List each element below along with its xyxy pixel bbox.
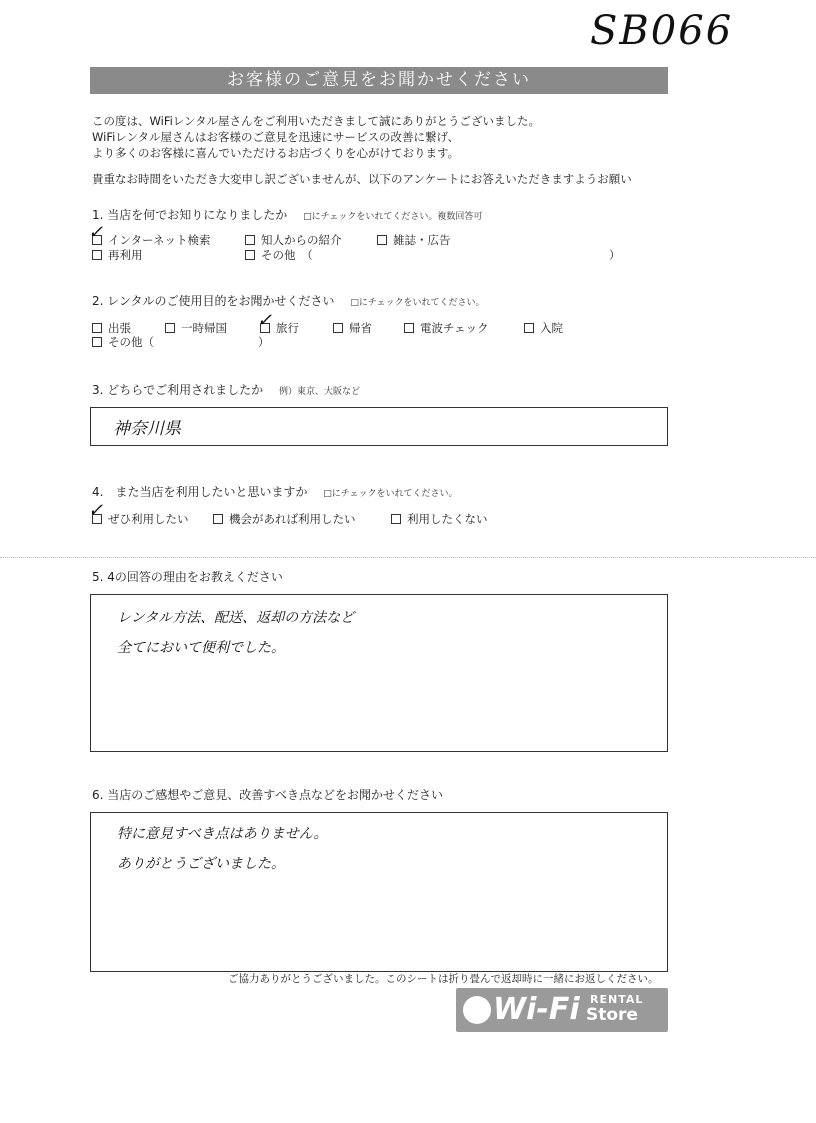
q1-option-friend[interactable] xyxy=(245,232,342,248)
q6-answer-line-1: 特に意見すべき点はありません。 xyxy=(117,826,328,842)
page-title: お客様のご意見をお聞かせください xyxy=(90,67,668,94)
logo-rental-text: RENTAL xyxy=(590,993,644,1006)
question-6 xyxy=(92,786,443,803)
checkbox-icon xyxy=(92,323,102,333)
question-4 xyxy=(92,483,458,500)
question-2-note: □にチェックをいれてください。 xyxy=(350,298,485,308)
question-3 xyxy=(92,381,360,398)
question-3-label: 3. どちらでご利用されましたか xyxy=(92,383,264,397)
question-2-label: 2. レンタルのご使用目的をお聞かせください xyxy=(92,294,335,308)
q5-answer-box[interactable] xyxy=(90,594,668,752)
question-4-label: 4. また当店を利用したいと思いますか xyxy=(92,485,308,499)
q2-option-other[interactable] xyxy=(92,334,154,350)
q6-answer-box[interactable] xyxy=(90,812,668,972)
checkbox-icon xyxy=(245,235,255,245)
checkbox-icon xyxy=(213,514,223,524)
q6-answer-line-2: ありがとうございました。 xyxy=(117,856,285,872)
question-4-note: □にチェックをいれてください。 xyxy=(323,489,458,499)
option-label: 知人からの紹介 xyxy=(261,233,342,247)
q2-option-homecoming[interactable] xyxy=(333,320,372,336)
option-label: 旅行 xyxy=(276,321,299,335)
footer-note: ご協力ありがとうございました。このシートは折り畳んで返却時に一緒にお返しください。 xyxy=(228,973,659,985)
question-6-label: 6. 当店のご感想やご意見、改善すべき点などをお聞かせください xyxy=(92,788,444,802)
intro-line-3: より多くのお客様に喜んでいただけるお店づくりを心がけております。 xyxy=(92,146,460,160)
checkbox-icon xyxy=(404,323,414,333)
intro-line-1: この度は、WiFiレンタル屋さんをご利用いただきまして誠にありがとうございました。 xyxy=(92,114,541,128)
checkbox-icon xyxy=(524,323,534,333)
option-label: 入院 xyxy=(540,321,563,335)
q5-answer-line-1: レンタル方法、配送、返却の方法など xyxy=(117,610,355,626)
q3-answer-box[interactable] xyxy=(90,407,668,446)
option-label: 出張 xyxy=(108,321,131,335)
checkbox-icon xyxy=(377,235,387,245)
fold-line xyxy=(0,557,816,558)
option-label: 一時帰国 xyxy=(181,321,227,335)
check-mark-icon: ✓ xyxy=(257,310,273,331)
check-mark-icon: ✓ xyxy=(88,222,104,243)
logo-wifi-text: Wi-Fi xyxy=(493,992,580,1027)
q4-option-no[interactable] xyxy=(391,511,488,527)
checkbox-icon xyxy=(391,514,401,524)
option-label: 再利用 xyxy=(108,248,143,262)
q2-option-return-home[interactable] xyxy=(165,320,227,336)
q1-option-reuse[interactable] xyxy=(92,247,143,263)
q4-option-definitely[interactable] xyxy=(92,511,189,527)
checkbox-icon xyxy=(165,323,175,333)
q2-option-signal-check[interactable] xyxy=(404,320,489,336)
question-5-label: 5. 4の回答の理由をお教えください xyxy=(92,570,283,584)
q1-other-close-paren: ） xyxy=(609,248,621,262)
option-label: 雑誌・広告 xyxy=(393,233,451,247)
question-5 xyxy=(92,568,283,585)
question-1-label: 1. 当店を何でお知りになりましたか xyxy=(92,208,288,222)
checkbox-icon xyxy=(92,250,102,260)
question-1 xyxy=(92,206,482,223)
option-label: 帰省 xyxy=(349,321,372,335)
q4-option-if-chance[interactable] xyxy=(213,511,356,527)
logo-store-text: Store xyxy=(586,1005,638,1025)
question-1-note: □にチェックをいれてください。複数回答可 xyxy=(303,212,483,222)
question-2 xyxy=(92,292,485,309)
q1-option-magazine[interactable] xyxy=(377,232,451,248)
option-label: 利用したくない xyxy=(407,512,488,526)
option-label: その他（ xyxy=(108,335,154,349)
q1-option-other[interactable] xyxy=(245,247,313,263)
q1-option-internet[interactable] xyxy=(92,232,210,248)
option-label: ぜひ利用したい xyxy=(108,512,189,526)
q3-answer: 神奈川県 xyxy=(113,419,181,439)
intro-line-4: 貴重なお時間をいただき大変申し訳ございませんが、以下のアンケートにお答えいただきますようお願い xyxy=(92,172,632,186)
option-label: その他 （ xyxy=(261,248,313,262)
q5-answer-line-2: 全てにおいて便利でした。 xyxy=(117,640,285,656)
q2-option-hospital[interactable] xyxy=(524,320,563,336)
option-label: インターネット検索 xyxy=(108,233,211,247)
question-3-note: 例）東京、大阪など xyxy=(278,387,360,397)
mascot-icon xyxy=(463,996,491,1024)
option-label: 電波チェック xyxy=(420,321,489,335)
check-mark-icon: ✓ xyxy=(88,500,104,521)
q2-other-close-paren: ） xyxy=(258,335,270,349)
document-id: SB066 xyxy=(590,8,734,54)
option-label: 機会があれば利用したい xyxy=(229,512,356,526)
intro-line-2: WiFiレンタル屋さんはお客様のご意見を迅速にサービスの改善に繋げ、 xyxy=(92,130,460,144)
checkbox-icon xyxy=(92,337,102,347)
checkbox-icon xyxy=(333,323,343,333)
checkbox-icon xyxy=(245,250,255,260)
